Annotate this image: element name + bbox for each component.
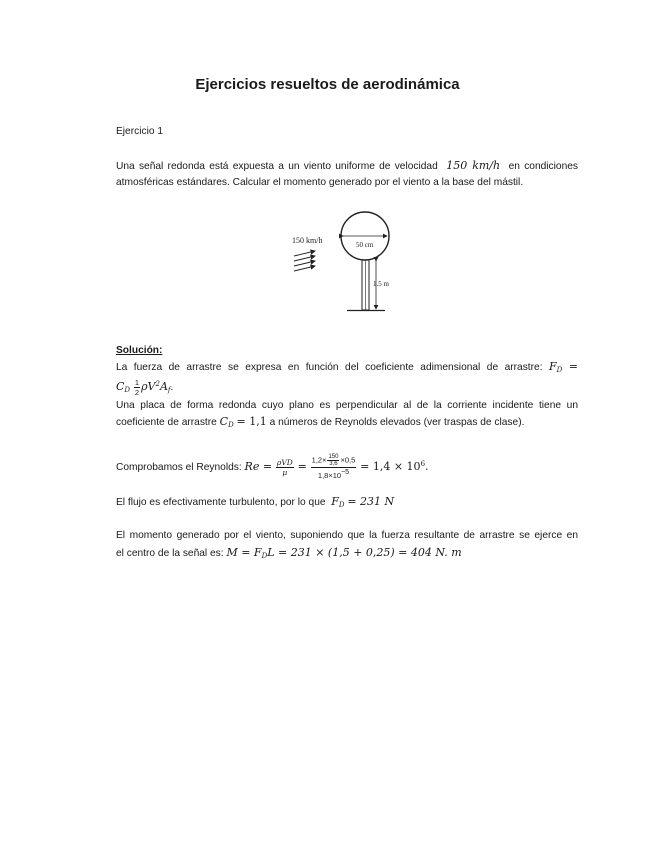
exercise-label: Ejercicio 1 — [116, 126, 163, 137]
wind-arrows — [294, 251, 315, 271]
velocity-value: 150 km/h — [446, 159, 501, 172]
height-label: 1.5 m — [373, 280, 389, 288]
sign-figure — [285, 205, 405, 315]
turbulent-line: El flujo es efectivamente turbulento, por lo que $F_D = 231$ N — [116, 495, 395, 509]
wind-label: 150 km/h — [292, 236, 323, 245]
page-title: Ejercicios resueltos de aerodinámica — [195, 76, 460, 93]
drag-line-1: La fuerza de arrastre se expresa en función del coeficiente adimensional de arrastre: $F_D$ = — [116, 360, 578, 374]
statement-line-1: Una señal redonda está expuesta a un viento uniforme de velocidad 150 km/h en condiciones — [116, 159, 578, 172]
reynolds-line: Comprobamos el Reynolds: Re = $\frac{\text{ρVD}}{\mu}$ = 1,2× $\frac{150}{3,6}$ ×0,5 $1,8\times 10^{-5}$ = $1,4 \times 10^6$. — [116, 454, 429, 481]
moment-line-1: El momento generado por el viento, suponiendo que la fuerza resultante de arrastre se ejerce en — [116, 530, 578, 541]
solution-heading: Solución: — [116, 345, 163, 356]
plate-line-1: Una placa de forma redonda cuyo plano es perpendicular al de la corriente incidente tiene un — [116, 400, 578, 411]
diameter-label: 50 cm — [356, 241, 374, 249]
statement-line-2: atmosféricas estándares. Calcular el momento generado por el viento a la base del mástil. — [116, 177, 524, 188]
plate-line-2: coeficiente de arrastre $C_D = 1,1$ a números de Reynolds elevados (ver traspas de clase). — [116, 415, 525, 429]
moment-line-2: el centro de la señal es: $M = F_DL = 231 \times (1,5 + 0,25) = 404$ N. m — [116, 546, 462, 560]
drag-formula: $C_D$ $\frac{1}{2}$ $\rho V^2A_f$. — [116, 377, 174, 397]
